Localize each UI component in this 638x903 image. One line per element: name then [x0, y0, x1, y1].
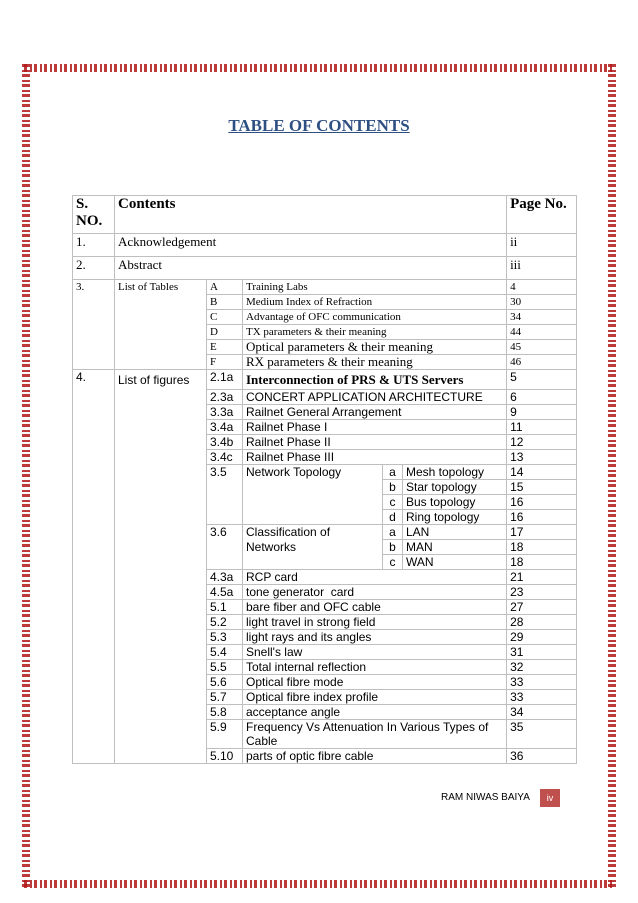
sub-letter: a	[383, 525, 403, 540]
entry-label[interactable]: Network Topology	[243, 465, 383, 525]
row-label[interactable]: Acknowledgement	[115, 234, 507, 257]
entry-page: 45	[507, 340, 577, 355]
border-left	[22, 64, 30, 888]
entry-page: 46	[507, 355, 577, 370]
row-number: 4.	[73, 370, 115, 764]
row-label: List of Tables	[115, 280, 207, 370]
entry-page: 33	[507, 675, 577, 690]
entry-page: 34	[507, 310, 577, 325]
entry-code: 4.5a	[207, 585, 243, 600]
sub-letter: b	[383, 540, 403, 555]
footer-page-number: iv	[540, 789, 560, 807]
row-label[interactable]: Abstract	[115, 257, 507, 280]
sub-letter: d	[383, 510, 403, 525]
toc-row-abstract	[73, 257, 577, 280]
entry-page: 27	[507, 600, 577, 615]
page-title: TABLE OF CONTENTS	[228, 116, 410, 135]
toc-row-ack	[73, 234, 577, 257]
entry-code: 4.3a	[207, 570, 243, 585]
entry-code: 3.5	[207, 465, 243, 525]
entry-page: 11	[507, 420, 577, 435]
entry-page: 14	[507, 465, 577, 480]
entry-page: 15	[507, 480, 577, 495]
entry-code: 5.4	[207, 645, 243, 660]
sub-label[interactable]: Ring topology	[403, 510, 507, 525]
entry-label[interactable]: Interconnection of PRS & UTS Servers	[243, 370, 507, 390]
entry-label[interactable]: Railnet Phase I	[243, 420, 507, 435]
entry-label[interactable]: Optical fibre index profile	[243, 690, 507, 705]
entry-code: C	[207, 310, 243, 325]
entry-label[interactable]: tone generator card	[243, 585, 507, 600]
entry-code: 5.9	[207, 720, 243, 749]
entry-code: B	[207, 295, 243, 310]
entry-code: D	[207, 325, 243, 340]
entry-code: 2.3a	[207, 390, 243, 405]
entry-page: 16	[507, 495, 577, 510]
entry-label[interactable]: Classification of Networks	[243, 525, 383, 570]
entry-label[interactable]: RCP card	[243, 570, 507, 585]
header-contents: Contents	[115, 196, 507, 234]
entry-page: 16	[507, 510, 577, 525]
entry-code: 3.4b	[207, 435, 243, 450]
row-number: 1.	[73, 234, 115, 257]
entry-label[interactable]: Medium Index of Refraction	[243, 295, 507, 310]
table-entry	[73, 280, 577, 295]
entry-code: 3.4c	[207, 450, 243, 465]
entry-page: 17	[507, 525, 577, 540]
sub-letter: b	[383, 480, 403, 495]
entry-page: 29	[507, 630, 577, 645]
entry-label[interactable]: light rays and its angles	[243, 630, 507, 645]
entry-page: 18	[507, 540, 577, 555]
entry-label[interactable]: Optical parameters & their meaning	[243, 340, 507, 355]
row-label: List of figures	[115, 370, 207, 764]
entry-code: 5.6	[207, 675, 243, 690]
entry-label[interactable]: bare fiber and OFC cable	[243, 600, 507, 615]
entry-page: 33	[507, 690, 577, 705]
sub-letter: c	[383, 495, 403, 510]
entry-page: 34	[507, 705, 577, 720]
toc-table	[72, 195, 577, 764]
row-number: 3.	[73, 280, 115, 370]
entry-label[interactable]: Frequency Vs Attenuation In Various Types of Cable	[243, 720, 507, 749]
entry-label[interactable]: CONCERT APPLICATION ARCHITECTURE	[243, 390, 507, 405]
entry-label[interactable]: Railnet Phase II	[243, 435, 507, 450]
sub-label[interactable]: WAN	[403, 555, 507, 570]
border-right	[608, 64, 616, 888]
entry-code: 5.5	[207, 660, 243, 675]
border-bottom	[24, 880, 614, 888]
entry-label[interactable]: Snell's law	[243, 645, 507, 660]
row-number: 2.	[73, 257, 115, 280]
header-sno: S. NO.	[73, 196, 115, 234]
header-page: Page No.	[507, 196, 577, 234]
footer-author: RAM NIWAS BAIYA	[441, 792, 530, 803]
sub-letter: c	[383, 555, 403, 570]
sub-label[interactable]: LAN	[403, 525, 507, 540]
entry-page: 21	[507, 570, 577, 585]
entry-label[interactable]: light travel in strong field	[243, 615, 507, 630]
entry-code: 5.2	[207, 615, 243, 630]
entry-page: 18	[507, 555, 577, 570]
entry-code: 5.8	[207, 705, 243, 720]
entry-page: 32	[507, 660, 577, 675]
entry-code: 3.6	[207, 525, 243, 570]
entry-code: 3.3a	[207, 405, 243, 420]
entry-code: 5.3	[207, 630, 243, 645]
entry-page: 35	[507, 720, 577, 749]
entry-code: 2.1a	[207, 370, 243, 390]
row-page: ii	[507, 234, 577, 257]
entry-label[interactable]: Total internal reflection	[243, 660, 507, 675]
sub-label[interactable]: MAN	[403, 540, 507, 555]
figure-entry	[73, 370, 577, 390]
entry-page: 23	[507, 585, 577, 600]
entry-code: 5.1	[207, 600, 243, 615]
entry-page: 6	[507, 390, 577, 405]
entry-page: 30	[507, 295, 577, 310]
entry-page: 28	[507, 615, 577, 630]
entry-code: 5.10	[207, 749, 243, 764]
entry-page: 4	[507, 280, 577, 295]
entry-page: 44	[507, 325, 577, 340]
sub-letter: a	[383, 465, 403, 480]
sub-label[interactable]: Bus topology	[403, 495, 507, 510]
entry-label[interactable]: acceptance angle	[243, 705, 507, 720]
entry-page: 9	[507, 405, 577, 420]
entry-code: 5.7	[207, 690, 243, 705]
sub-label[interactable]: Mesh topology	[403, 465, 507, 480]
entry-code: A	[207, 280, 243, 295]
entry-label[interactable]: Advantage of OFC communication	[243, 310, 507, 325]
entry-page: 5	[507, 370, 577, 390]
entry-label[interactable]: Railnet Phase III	[243, 450, 507, 465]
entry-code: 3.4a	[207, 420, 243, 435]
entry-label[interactable]: Training Labs	[243, 280, 507, 295]
entry-page: 12	[507, 435, 577, 450]
entry-label[interactable]: RX parameters & their meaning	[243, 355, 507, 370]
toc-header-row	[73, 196, 577, 234]
entry-page: 36	[507, 749, 577, 764]
entry-label[interactable]: TX parameters & their meaning	[243, 325, 507, 340]
entry-label[interactable]: parts of optic fibre cable	[243, 749, 507, 764]
entry-page: 31	[507, 645, 577, 660]
entry-label[interactable]: Optical fibre mode	[243, 675, 507, 690]
entry-code: E	[207, 340, 243, 355]
entry-code: F	[207, 355, 243, 370]
entry-label[interactable]: Railnet General Arrangement	[243, 405, 507, 420]
row-page: iii	[507, 257, 577, 280]
border-top	[24, 64, 614, 72]
entry-page: 13	[507, 450, 577, 465]
sub-label[interactable]: Star topology	[403, 480, 507, 495]
